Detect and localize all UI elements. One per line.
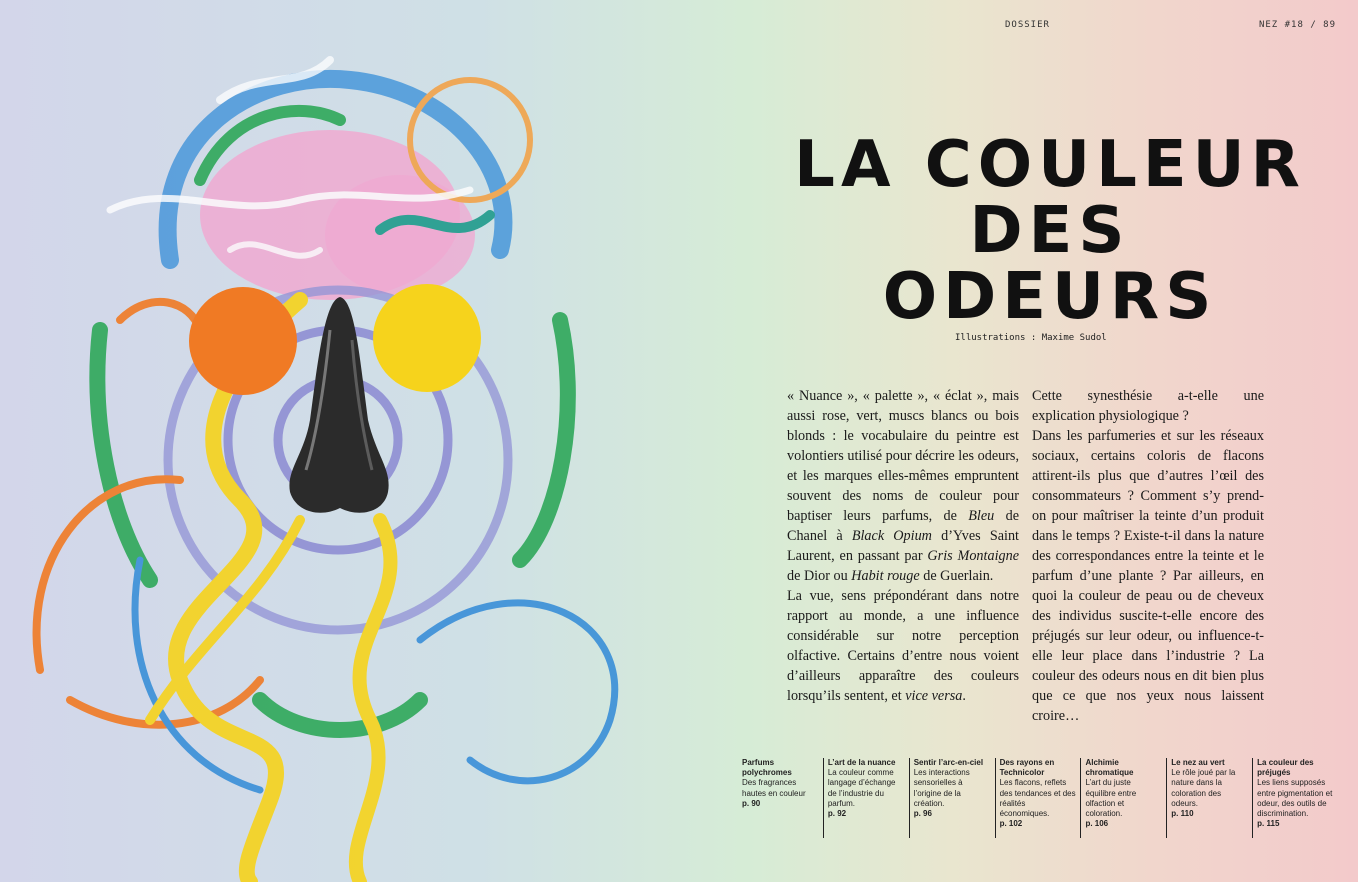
title-line: LA COULEUR bbox=[794, 128, 1306, 202]
yellow-eye-circle bbox=[373, 284, 481, 392]
section-label: DOSSIER bbox=[1005, 20, 1050, 30]
intro-paragraph: La vue, sens prépondérant dans notre rapport au monde, a une influence considérable sur notre perception olfactive. Certains d’entre nous voient d’ailleurs apparaître des couleurs lorsqu’ils sentent, et vice versa. bbox=[787, 588, 1019, 704]
toc-entry[interactable]: Sentir l’arc-en-ciel Les interactions sensorielles à l’origine de la création. p. 96 bbox=[909, 758, 995, 838]
perfume-name: Black Opium bbox=[851, 528, 932, 544]
toc-entry[interactable]: L’art de la nuance La couleur comme langage d’échange de l’industrie du parfum. p. 92 bbox=[823, 758, 909, 838]
intro-paragraph: Dans les parfumeries et sur les réseaux sociaux, certains coloris de flacons attirent-ils plus que d’autres l’œil des consommateurs ? Comment s’y prend-on pour maîtriser la teinte d’un produit dans le temps ? Existe-t-il dans la nature des correspondances entre la teinte et le parfum d’une plante ? Par ailleurs, en quoi la couleur de peau ou de cheveux des individus suscite-t-elle encore des préjugés sur leur odeur, ou influence-t-elle leur place dans l’industrie ? La couleur des odeurs nous en dit bien plus que ce que nos yeux nous laissent croire… bbox=[1032, 428, 1264, 724]
perfume-name: Gris Montaigne bbox=[927, 548, 1019, 564]
article-title bbox=[790, 128, 1310, 334]
orange-eye-circle bbox=[189, 287, 297, 395]
intro-column-left bbox=[787, 386, 1019, 706]
toc-entry[interactable]: Alchimie chromatique L’art du juste équilibre entre olfaction et coloration. p. 106 bbox=[1080, 758, 1166, 838]
intro-column-right bbox=[1032, 386, 1264, 726]
toc-entry[interactable]: La couleur des préjugés Les liens supposés entre pigmentation et odeur, des outils de discrimination. p. 115 bbox=[1252, 758, 1338, 838]
illustration-credit: Illustrations : Maxime Sudol bbox=[955, 333, 1107, 343]
toc-entry[interactable]: Parfums polychromes Des fragrances hautes en couleur p. 90 bbox=[742, 758, 806, 808]
toc-entry[interactable]: Des rayons en Technicolor Les flacons, reflets des tendances et des réalités économiques. p. 102 bbox=[995, 758, 1081, 838]
table-of-contents bbox=[738, 758, 1338, 838]
title-line: DES bbox=[969, 194, 1131, 268]
title-line: ODEURS bbox=[882, 260, 1218, 334]
intro-paragraph: Cette synesthésie a-t-elle une explication physiologique ? bbox=[1032, 388, 1264, 424]
intro-paragraph: « Nuance », « palette », « éclat », mais aussi rose, vert, muscs blancs ou bois blonds : le vocabulaire du peintre est volontiers utilisé pour décrire les odeurs, et les marques elles-mêmes empruntent souvent des noms de couleur pour baptiser leurs parfums, de Bleu de Chanel à Black Opium d’Yves Saint Laurent, en passant par Gris Montaigne de Dior ou Habit rouge de Guerlain. bbox=[787, 388, 1019, 584]
toc-entry[interactable]: Le nez au vert Le rôle joué par la nature dans la coloration des odeurs. p. 110 bbox=[1166, 758, 1252, 838]
perfume-name: Habit rouge bbox=[851, 568, 920, 584]
page-folio: NEZ #18 / 89 bbox=[1258, 20, 1336, 30]
perfume-name: Bleu bbox=[968, 508, 995, 524]
